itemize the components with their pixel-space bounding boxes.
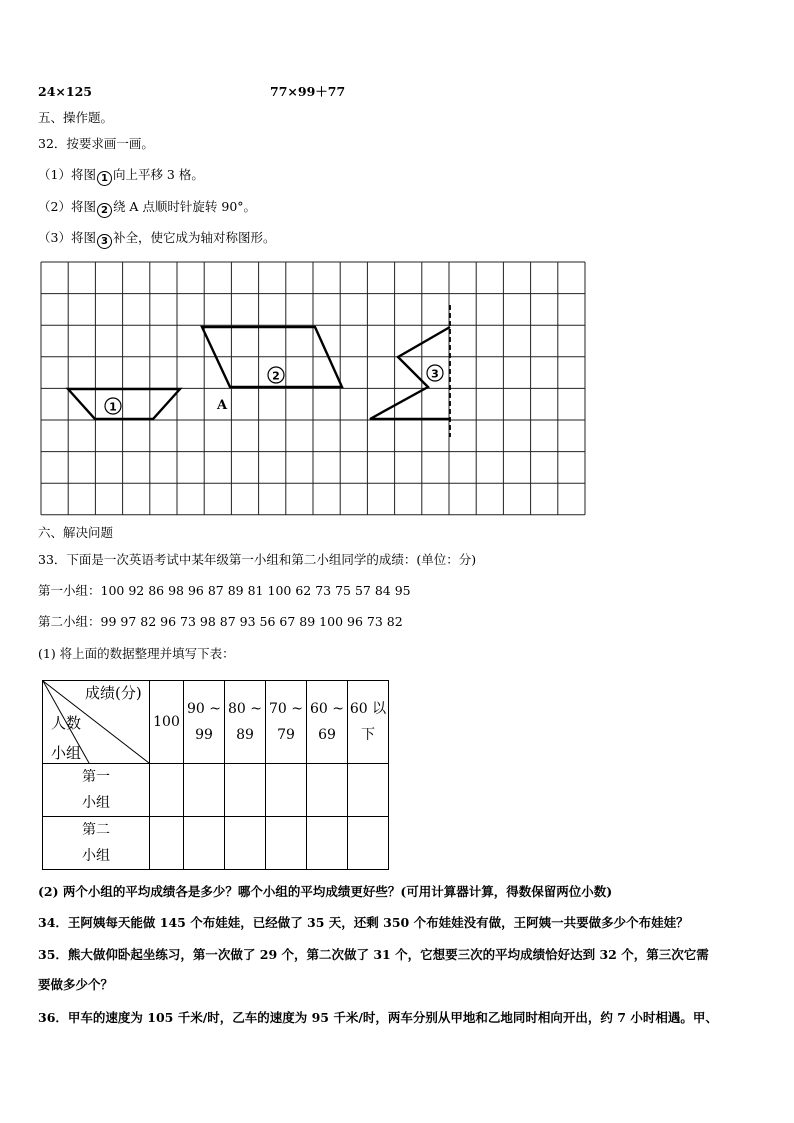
- step2-suffix: 绕 A 点顺时针旋转 90°。: [112, 199, 257, 214]
- circled-number-3: 3: [97, 234, 112, 249]
- table-cell[interactable]: [266, 764, 307, 817]
- q32-step2: [38, 199, 256, 218]
- q35-line1: 35．熊大做仰卧起坐练习，第一次做了 29 个，第二次做了 31 个，它想要三次的平均成绩恰好达到 32 个，第三次它需: [38, 947, 709, 962]
- drawing-grid-figure: [40, 261, 586, 521]
- section5-title: 五、操作题。: [38, 110, 114, 125]
- header-100: 100: [150, 681, 184, 764]
- q33-part2: (2) 两个小组的平均成绩各是多少？哪个小组的平均成绩更好些？(可用计算器计算，得数保留两位小数): [38, 884, 613, 899]
- q32-step1: [38, 167, 204, 186]
- step3-prefix: （3）将图: [38, 230, 96, 245]
- shape-3-label: 3: [431, 367, 439, 381]
- step1-suffix: 向上平移 3 格。: [112, 167, 204, 182]
- q35-line2: 要做多少个？: [38, 977, 114, 992]
- table-cell[interactable]: [225, 817, 266, 870]
- table-row: [43, 764, 389, 817]
- table-row: [43, 817, 389, 870]
- q34-text: 34．王阿姨每天能做 145 个布娃娃，已经做了 35 天，还剩 350 个布娃娃没有做，王阿姨一共要做多少个布娃娃？: [38, 915, 689, 930]
- section6-title: 六、解决问题: [38, 525, 114, 540]
- corner-label-score: 成绩(分): [85, 684, 142, 702]
- table-corner-cell: [43, 681, 150, 764]
- shape-2-label: 2: [272, 369, 280, 383]
- row-label-group2: 第二 小组: [43, 817, 150, 870]
- row-label-group1: 第一 小组: [43, 764, 150, 817]
- calc-right: 77×99＋77: [270, 84, 346, 99]
- table-cell[interactable]: [184, 817, 225, 870]
- step1-prefix: （1）将图: [38, 167, 96, 182]
- step3-suffix: 补全，使它成为轴对称图形。: [112, 230, 276, 245]
- header-80-89: 80 ~ 89: [225, 681, 266, 764]
- table-cell[interactable]: [184, 764, 225, 817]
- point-a-label: A: [217, 398, 228, 413]
- calc-left: 24×125: [38, 84, 92, 99]
- q32-step3: [38, 230, 275, 249]
- header-60-69: 60 ~ 69: [307, 681, 348, 764]
- table-cell[interactable]: [225, 764, 266, 817]
- q32-title: 32．按要求画一画。: [38, 136, 154, 151]
- table-header-row: [43, 681, 389, 764]
- corner-label-count: 人数: [51, 714, 82, 732]
- header-90-99: 90 ~ 99: [184, 681, 225, 764]
- q33-group2-scores: 第二小组：99 97 82 96 73 98 87 93 56 67 89 100 96 73 82: [38, 614, 403, 629]
- circled-number-1: 1: [97, 171, 112, 186]
- table-cell[interactable]: [266, 817, 307, 870]
- shape-1-label: 1: [109, 400, 117, 414]
- q33-part1: (1) 将上面的数据整理并填写下表：: [38, 646, 235, 661]
- corner-label-group: 小组: [51, 744, 82, 762]
- table-cell[interactable]: [307, 764, 348, 817]
- q33-title: 33．下面是一次英语考试中某年级第一小组和第二小组同学的成绩：(单位：分): [38, 552, 477, 567]
- step2-prefix: （2）将图: [38, 199, 96, 214]
- q36-line1: 36．甲车的速度为 105 千米/时，乙车的速度为 95 千米/时，两车分别从甲地和乙地同时相向开出，约 7 小时相遇。甲、: [38, 1010, 718, 1025]
- shape-1-trapezoid: [68, 389, 180, 419]
- drawing-grid: [40, 261, 586, 517]
- table-cell[interactable]: [348, 817, 389, 870]
- table-cell[interactable]: [348, 764, 389, 817]
- table-cell[interactable]: [150, 764, 184, 817]
- table-cell[interactable]: [307, 817, 348, 870]
- header-below-60: 60 以 下: [348, 681, 389, 764]
- circled-number-2: 2: [97, 203, 112, 218]
- score-tally-table: [42, 680, 389, 870]
- table-cell[interactable]: [150, 817, 184, 870]
- header-70-79: 70 ~ 79: [266, 681, 307, 764]
- q33-group1-scores: 第一小组：100 92 86 98 96 87 89 81 100 62 73 75 57 84 95: [38, 583, 411, 598]
